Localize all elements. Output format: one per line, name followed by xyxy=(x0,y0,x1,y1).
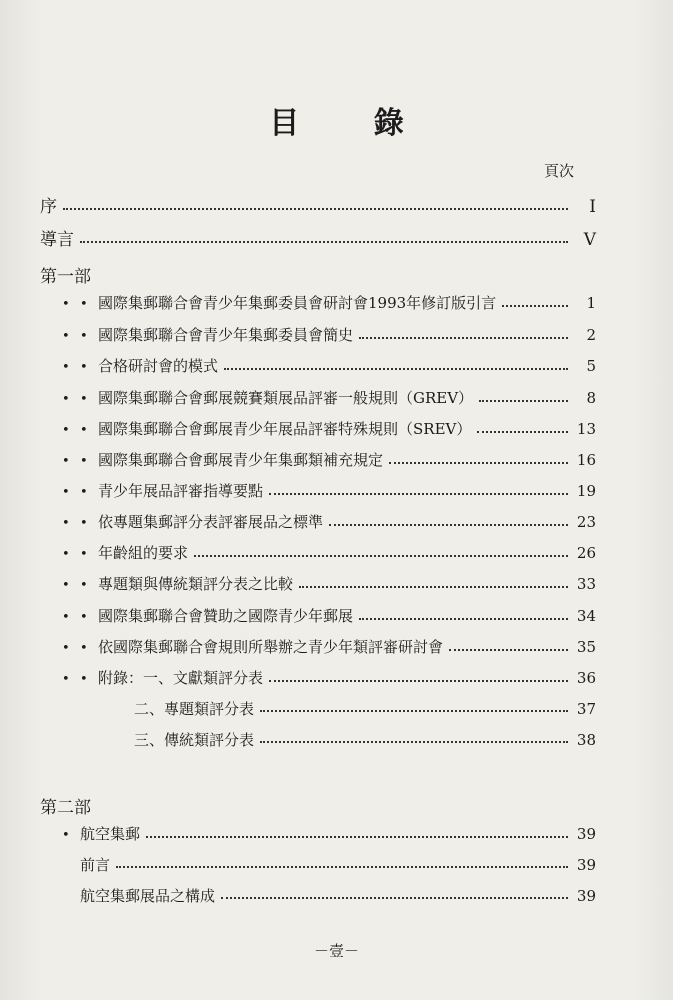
toc-entry-text: 國際集郵聯合會郵展競賽類展品評審一般規則（GREV） xyxy=(98,389,474,407)
leader-dots xyxy=(479,400,568,402)
leader-dots xyxy=(359,337,568,339)
toc-entry[interactable] xyxy=(134,699,596,719)
bullet-icon: • xyxy=(80,672,88,687)
toc-entry-introduction[interactable] xyxy=(40,230,596,250)
toc-entry-page: 8 xyxy=(586,389,596,407)
part1-heading: 第一部 xyxy=(40,267,91,287)
toc-entry-text: 專題類與傳統類評分表之比較 xyxy=(98,575,294,593)
toc-entry-page: 19 xyxy=(576,482,596,500)
bullet-icon: • xyxy=(62,329,70,344)
toc-entry[interactable] xyxy=(62,512,596,534)
toc-entry-page: 39 xyxy=(576,825,596,843)
bullet-icon: • xyxy=(62,828,70,843)
bullet-icon: • xyxy=(80,360,88,375)
toc-entry-text: 航空集郵 xyxy=(80,825,141,843)
toc-entry-text: 航空集郵展品之構成 xyxy=(80,887,216,905)
leader-dots xyxy=(146,836,568,838)
toc-entry-page: V xyxy=(583,230,596,250)
bullet-icon: • xyxy=(62,672,70,687)
toc-entry-text: 合格研討會的模式 xyxy=(98,357,219,375)
leader-dots xyxy=(63,208,568,210)
leader-dots xyxy=(449,649,568,651)
bullet-icon: • xyxy=(80,454,88,469)
bullet-icon: • xyxy=(62,485,70,500)
bullet-icon: • xyxy=(62,360,70,375)
bullet-icon: • xyxy=(62,578,70,593)
leader-dots xyxy=(477,431,568,433)
part2-heading: 第二部 xyxy=(40,798,91,818)
toc-entry[interactable] xyxy=(80,886,596,906)
toc-entry[interactable] xyxy=(62,419,596,441)
bullet-icon: • xyxy=(80,392,88,407)
toc-entry[interactable] xyxy=(80,855,596,875)
bullet-icon: • xyxy=(62,454,70,469)
page-number-footer: －壹－ xyxy=(313,942,359,960)
toc-entry-page: 35 xyxy=(576,638,596,656)
toc-entry-page: 2 xyxy=(586,326,596,344)
page-title: 目 錄 xyxy=(269,106,436,141)
toc-entry[interactable] xyxy=(62,481,596,503)
bullet-icon: • xyxy=(62,392,70,407)
toc-entry[interactable] xyxy=(62,668,596,690)
toc-entry-text: 依國際集郵聯合會規則所舉辦之青少年類評審研討會 xyxy=(98,638,444,656)
toc-entry-page: 5 xyxy=(586,357,596,375)
bullet-icon: • xyxy=(62,423,70,438)
toc-entry[interactable] xyxy=(62,574,596,596)
toc-entry-page: 13 xyxy=(576,420,596,438)
toc-entry-page: 38 xyxy=(576,731,596,749)
toc-entry-text: 序 xyxy=(40,197,57,217)
toc-entry-page: 34 xyxy=(576,607,596,625)
toc-entry[interactable] xyxy=(62,356,596,378)
toc-entry[interactable] xyxy=(62,824,596,846)
toc-entry-page: 23 xyxy=(576,513,596,531)
bullet-icon: • xyxy=(80,641,88,656)
toc-entry-text: 附錄：一、文獻類評分表 xyxy=(98,669,264,687)
toc-entry-text: 二、專題類評分表 xyxy=(134,700,255,718)
toc-entry-page: 36 xyxy=(576,669,596,687)
leader-dots xyxy=(194,555,568,557)
toc-entry[interactable] xyxy=(62,325,596,347)
leader-dots xyxy=(269,680,568,682)
leader-dots xyxy=(224,368,568,370)
bullet-icon: • xyxy=(80,297,88,312)
leader-dots xyxy=(260,710,568,712)
bullet-icon: • xyxy=(80,423,88,438)
bullet-icon: • xyxy=(62,547,70,562)
toc-entry-text: 年齡組的要求 xyxy=(98,544,189,562)
toc-entry-page: 16 xyxy=(576,451,596,469)
bullet-icon: • xyxy=(80,329,88,344)
leader-dots xyxy=(299,586,568,588)
leader-dots xyxy=(260,741,568,743)
toc-entry[interactable] xyxy=(62,450,596,472)
bullet-icon: • xyxy=(62,641,70,656)
toc-entry-text: 國際集郵聯合會青少年集郵委員會研討會1993年修訂版引言 xyxy=(98,294,497,312)
leader-dots xyxy=(502,305,568,307)
bullet-icon: • xyxy=(80,547,88,562)
toc-entry[interactable] xyxy=(62,637,596,659)
toc-entry-page: 37 xyxy=(576,700,596,718)
toc-entry-page: 39 xyxy=(576,856,596,874)
toc-entry-text: 三、傳統類評分表 xyxy=(134,731,255,749)
toc-entry-page: I xyxy=(589,197,596,217)
leader-dots xyxy=(269,493,568,495)
toc-entry-text: 導言 xyxy=(40,230,74,250)
toc-entry-text: 國際集郵聯合會贊助之國際青少年郵展 xyxy=(98,607,354,625)
leader-dots xyxy=(116,866,568,868)
bullet-icon: • xyxy=(62,610,70,625)
leader-dots xyxy=(389,462,568,464)
bullet-icon: • xyxy=(62,297,70,312)
toc-entry-text: 國際集郵聯合會郵展青少年展品評審特殊規則（SREV） xyxy=(98,420,472,438)
toc-entry-text: 前言 xyxy=(80,856,111,874)
leader-dots xyxy=(80,241,568,243)
toc-entry-text: 青少年展品評審指導要點 xyxy=(98,482,264,500)
bullet-icon: • xyxy=(80,516,88,531)
toc-entry-text: 國際集郵聯合會郵展青少年集郵類補充規定 xyxy=(98,451,384,469)
toc-entry-page: 1 xyxy=(586,294,596,312)
toc-entry-text: 依專題集郵評分表評審展品之標準 xyxy=(98,513,324,531)
bullet-icon: • xyxy=(62,516,70,531)
bullet-icon: • xyxy=(80,610,88,625)
toc-entry-text: 國際集郵聯合會青少年集郵委員會簡史 xyxy=(98,326,354,344)
bullet-icon: • xyxy=(80,578,88,593)
toc-entry-page: 26 xyxy=(576,544,596,562)
bullet-icon: • xyxy=(80,485,88,500)
toc-entry[interactable] xyxy=(134,730,596,750)
toc-entry-page: 39 xyxy=(576,887,596,905)
toc-entry-page: 33 xyxy=(576,575,596,593)
leader-dots xyxy=(221,897,568,899)
toc-entry-preface[interactable] xyxy=(40,197,596,217)
toc-entry[interactable] xyxy=(62,606,596,628)
page-column-label: 頁次 xyxy=(543,162,574,180)
leader-dots xyxy=(359,618,568,620)
toc-entry[interactable] xyxy=(62,543,596,565)
toc-entry[interactable] xyxy=(62,388,596,410)
toc-entry[interactable] xyxy=(62,293,596,315)
leader-dots xyxy=(329,524,568,526)
